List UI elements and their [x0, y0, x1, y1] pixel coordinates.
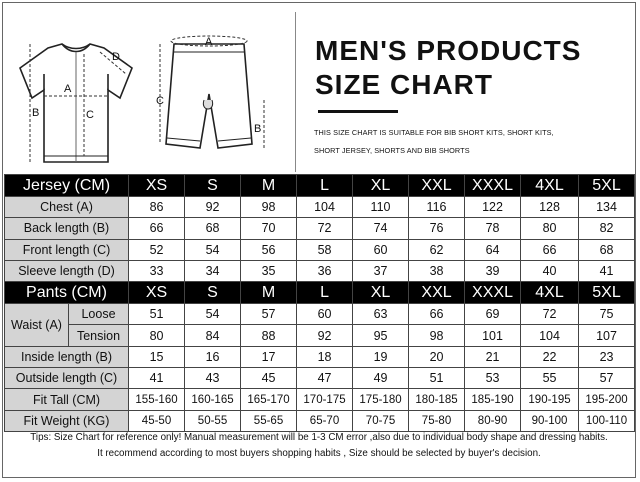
- table-cell: 51: [409, 368, 465, 389]
- shorts-label-c: C: [156, 95, 164, 107]
- table-cell: 17: [241, 346, 297, 367]
- waist-sub-label: Tension: [69, 325, 129, 346]
- table-cell: 175-180: [353, 389, 409, 410]
- table-cell: 52: [129, 239, 185, 260]
- table-row: [5, 304, 635, 325]
- garment-drawing: [4, 14, 294, 172]
- table-cell: 155-160: [129, 389, 185, 410]
- table-row: [5, 260, 635, 281]
- table-cell: 45-50: [129, 410, 185, 431]
- pants-size-header: XXXL: [465, 282, 521, 304]
- table-cell: 35: [241, 260, 297, 281]
- jersey-size-header: 5XL: [579, 175, 635, 197]
- pants-header-row: [5, 282, 635, 304]
- pants-size-header: XS: [129, 282, 185, 304]
- page-title: [315, 34, 581, 102]
- shorts-drawing: [166, 44, 252, 148]
- jersey-size-header: XS: [129, 175, 185, 197]
- table-cell: 54: [185, 304, 241, 325]
- title-line-1: MEN'S PRODUCTS: [315, 35, 582, 66]
- pants-size-header: 4XL: [521, 282, 579, 304]
- table-cell: 70: [241, 218, 297, 239]
- table-cell: 122: [465, 197, 521, 218]
- row-label: Chest (A): [5, 197, 129, 218]
- table-cell: 21: [465, 346, 521, 367]
- table-cell: 19: [353, 346, 409, 367]
- table-cell: 39: [465, 260, 521, 281]
- table-row: [5, 410, 635, 431]
- table-cell: 88: [241, 325, 297, 346]
- note-line-2: SHORT JERSEY, SHORTS AND BIB SHORTS: [314, 146, 470, 155]
- table-cell: 23: [579, 346, 635, 367]
- table-cell: 68: [579, 239, 635, 260]
- jersey-size-header: XL: [353, 175, 409, 197]
- table-cell: 43: [185, 368, 241, 389]
- waist-sub-label: Loose: [69, 304, 129, 325]
- pants-header-label: Pants (CM): [5, 282, 129, 304]
- table-cell: 68: [185, 218, 241, 239]
- table-cell: 160-165: [185, 389, 241, 410]
- table-cell: 116: [409, 197, 465, 218]
- table-cell: 41: [129, 368, 185, 389]
- jersey-label-d: D: [112, 51, 120, 63]
- table-cell: 104: [297, 197, 353, 218]
- table-cell: 70-75: [353, 410, 409, 431]
- table-row: [5, 389, 635, 410]
- table-cell: 90-100: [521, 410, 579, 431]
- row-label: Sleeve length (D): [5, 260, 129, 281]
- table-cell: 60: [353, 239, 409, 260]
- jersey-size-header: L: [297, 175, 353, 197]
- waist-label: Waist (A): [5, 304, 69, 347]
- pants-size-header: XL: [353, 282, 409, 304]
- jersey-label-b: B: [32, 107, 40, 119]
- jersey-size-header: XXXL: [465, 175, 521, 197]
- table-cell: 74: [353, 218, 409, 239]
- title-underline: [318, 110, 398, 113]
- table-cell: 80: [521, 218, 579, 239]
- table-cell: 98: [241, 197, 297, 218]
- pants-size-header: XXL: [409, 282, 465, 304]
- table-cell: 80-90: [465, 410, 521, 431]
- table-cell: 78: [465, 218, 521, 239]
- table-cell: 47: [297, 368, 353, 389]
- table-cell: 40: [521, 260, 579, 281]
- tips-line-2: It recommend according to most buyers shopping habits , Size should be selected by buyer's decision.: [97, 448, 541, 459]
- table-row: [5, 239, 635, 260]
- table-cell: 75-80: [409, 410, 465, 431]
- row-label: Fit Tall (CM): [5, 389, 129, 410]
- table-cell: 92: [297, 325, 353, 346]
- shorts-label-a: A: [205, 36, 213, 48]
- table-cell: 49: [353, 368, 409, 389]
- pants-size-header: L: [297, 282, 353, 304]
- suitability-note: [314, 124, 624, 160]
- pants-size-header: 5XL: [579, 282, 635, 304]
- table-cell: 66: [409, 304, 465, 325]
- table-cell: 180-185: [409, 389, 465, 410]
- table-cell: 72: [297, 218, 353, 239]
- table-cell: 134: [579, 197, 635, 218]
- table-cell: 41: [579, 260, 635, 281]
- shorts-label-b: B: [254, 123, 262, 135]
- table-cell: 58: [297, 239, 353, 260]
- table-cell: 104: [521, 325, 579, 346]
- table-cell: 170-175: [297, 389, 353, 410]
- tips-line-1: Tips: Size Chart for reference only! Manual measurement will be 1-3 CM error ,also due to individual body shape and dressing habits.: [30, 432, 608, 443]
- table-cell: 18: [297, 346, 353, 367]
- table-cell: 57: [241, 304, 297, 325]
- table-cell: 63: [353, 304, 409, 325]
- jersey-size-header: XXL: [409, 175, 465, 197]
- table-cell: 95: [353, 325, 409, 346]
- table-cell: 100-110: [579, 410, 635, 431]
- jersey-header-label: Jersey (CM): [5, 175, 129, 197]
- table-cell: 69: [465, 304, 521, 325]
- table-row: [5, 346, 635, 367]
- table-cell: 80: [129, 325, 185, 346]
- table-cell: 53: [465, 368, 521, 389]
- jersey-label-a: A: [64, 83, 72, 95]
- table-cell: 50-55: [185, 410, 241, 431]
- table-cell: 20: [409, 346, 465, 367]
- table-cell: 57: [579, 368, 635, 389]
- pants-size-header: S: [185, 282, 241, 304]
- header-divider: [295, 12, 296, 172]
- table-cell: 38: [409, 260, 465, 281]
- pants-size-header: M: [241, 282, 297, 304]
- table-cell: 55: [521, 368, 579, 389]
- table-cell: 185-190: [465, 389, 521, 410]
- table-cell: 110: [353, 197, 409, 218]
- row-label: Fit Weight (KG): [5, 410, 129, 431]
- table-cell: 33: [129, 260, 185, 281]
- jersey-header-row: [5, 175, 635, 197]
- table-cell: 22: [521, 346, 579, 367]
- table-row: [5, 368, 635, 389]
- table-cell: 66: [129, 218, 185, 239]
- table-cell: 107: [579, 325, 635, 346]
- table-cell: 55-65: [241, 410, 297, 431]
- table-row: [5, 218, 635, 239]
- table-cell: 37: [353, 260, 409, 281]
- table-cell: 54: [185, 239, 241, 260]
- table-cell: 60: [297, 304, 353, 325]
- table-cell: 86: [129, 197, 185, 218]
- title-line-2: SIZE CHART: [315, 69, 493, 100]
- row-label: Inside length (B): [5, 346, 129, 367]
- jersey-label-c: C: [86, 109, 94, 121]
- table-cell: 66: [521, 239, 579, 260]
- table-cell: 51: [129, 304, 185, 325]
- table-cell: 72: [521, 304, 579, 325]
- table-cell: 34: [185, 260, 241, 281]
- table-row: [5, 197, 635, 218]
- jersey-size-header: S: [185, 175, 241, 197]
- table-cell: 92: [185, 197, 241, 218]
- tips-note: [4, 430, 634, 462]
- garment-illustration: [4, 14, 294, 172]
- table-row: [5, 325, 635, 346]
- table-cell: 101: [465, 325, 521, 346]
- table-cell: 190-195: [521, 389, 579, 410]
- jersey-size-header: 4XL: [521, 175, 579, 197]
- table-cell: 64: [465, 239, 521, 260]
- table-cell: 84: [185, 325, 241, 346]
- table-cell: 15: [129, 346, 185, 367]
- jersey-size-header: M: [241, 175, 297, 197]
- table-cell: 82: [579, 218, 635, 239]
- table-cell: 56: [241, 239, 297, 260]
- row-label: Back length (B): [5, 218, 129, 239]
- table-cell: 62: [409, 239, 465, 260]
- table-cell: 98: [409, 325, 465, 346]
- table-cell: 36: [297, 260, 353, 281]
- row-label: Front length (C): [5, 239, 129, 260]
- size-table-body: [5, 175, 635, 432]
- table-cell: 16: [185, 346, 241, 367]
- table-cell: 75: [579, 304, 635, 325]
- note-line-1: THIS SIZE CHART IS SUITABLE FOR BIB SHORT KITS, SHORT KITS,: [314, 128, 554, 137]
- table-cell: 165-170: [241, 389, 297, 410]
- table-cell: 76: [409, 218, 465, 239]
- row-label: Outside length (C): [5, 368, 129, 389]
- size-table: [4, 174, 635, 432]
- table-cell: 128: [521, 197, 579, 218]
- table-cell: 195-200: [579, 389, 635, 410]
- table-cell: 65-70: [297, 410, 353, 431]
- table-cell: 45: [241, 368, 297, 389]
